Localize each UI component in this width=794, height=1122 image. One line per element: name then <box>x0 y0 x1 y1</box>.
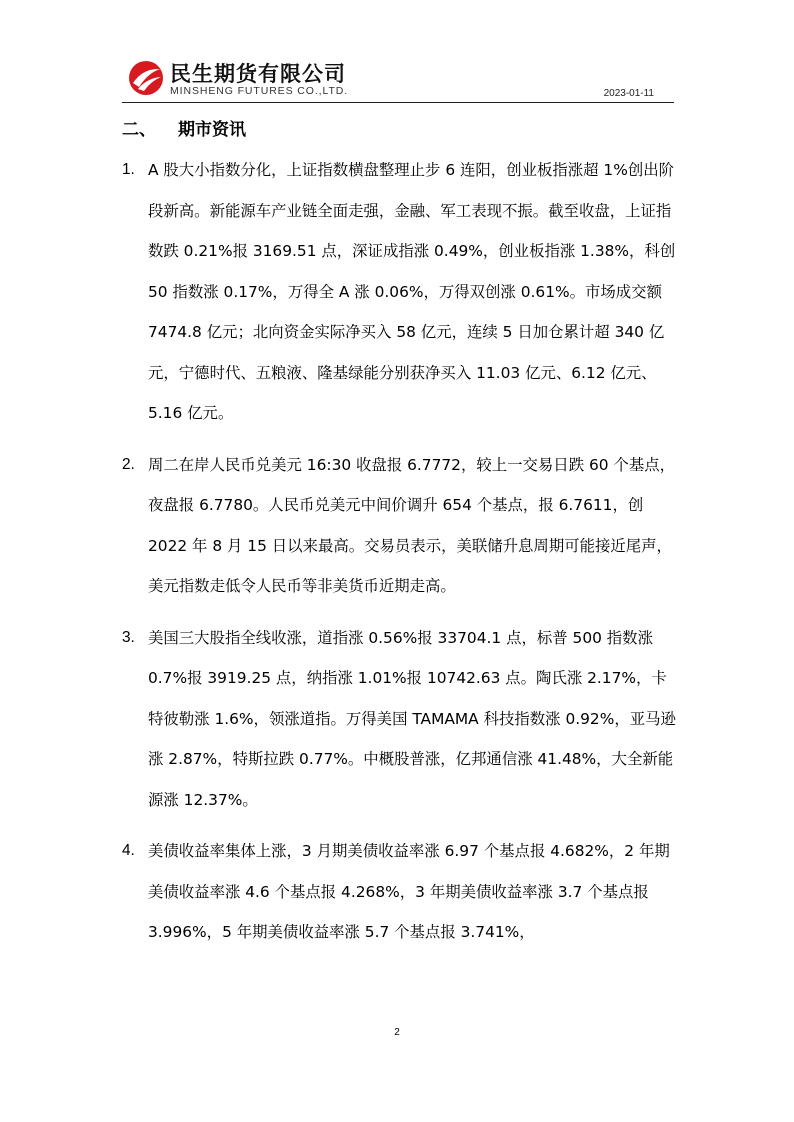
minsheng-logo-icon <box>126 58 166 98</box>
news-item-number: 4. <box>122 842 135 859</box>
page-number: 2 <box>394 1027 400 1038</box>
company-name-cn: 民生期货有限公司 <box>170 62 346 86</box>
section-heading <box>122 115 246 140</box>
news-item-text: 周二在岸人民币兑美元 16:30 收盘报 6.7772，较上一交易日跌 60 个基点，夜盘报 6.7780。人民币兑美元中间价调升 654 个基点，报 6.7611，创 2022 年 8 月 15 日以来最高。交易员表示，美联储升息周期可能接近尾声，美元指数走低令人民币等非美货币近期走高。 <box>148 455 676 595</box>
news-item-text: 美债收益率集体上涨，3 月期美债收益率涨 6.97 个基点报 4.682%，2 年期美债收益率涨 4.6 个基点报 4.268%，3 年期美债收益率涨 3.7 个基点报 3.996%，5 年期美债收益率涨 5.7 个基点报 3.741%， <box>148 842 670 941</box>
news-item <box>122 150 682 434</box>
news-item-number: 1. <box>122 161 135 178</box>
news-item-number: 2. <box>122 455 135 473</box>
news-item-number: 3. <box>122 628 135 646</box>
news-item <box>122 831 682 953</box>
news-item <box>122 445 682 607</box>
section-title-text: 期市资讯 <box>178 120 246 140</box>
news-item-text: 美国三大股指全线收涨，道指涨 0.56%报 33704.1 点，标普 500 指数涨 0.7%报 3919.25 点，纳指涨 1.01%报 10742.63 点。陶氏涨 2.17%，卡特彼勒涨 1.6%，领涨道指。万得美国 TAMAMA 科技指数涨 0.92%，亚马逊涨 2.87%，特斯拉跌 0.77%。中概股普涨，亿邦通信涨 41.48%，大全新能源涨 12.37%。 <box>148 628 676 809</box>
section-number: 二、 <box>122 120 156 140</box>
news-item-text: A 股大小指数分化，上证指数横盘整理止步 6 连阳，创业板指涨超 1%创出阶段新高。新能源车产业链全面走强，金融、军工表现不振。截至收盘，上证指数跌 0.21%报 3169.51 点，深证成指涨 0.49%，创业板指涨 1.38%，科创 50 指数涨 0.17%，万得全 A 涨 0.06%，万得双创涨 0.61%。市场成交额 7474.8 亿元；北向资金实际净买入 58 亿元，连续 5 日加仓累计超 340 亿元，宁德时代、五粮液、隆基绿能分别获净买入 11.03 亿元、6.12 亿元、5.16 亿元。 <box>148 161 676 422</box>
report-date: 2023-01-11 <box>603 88 654 99</box>
page-header <box>122 52 674 104</box>
header-divider <box>122 102 674 103</box>
company-name-en: MINSHENG FUTURES CO.,LTD. <box>170 85 349 97</box>
news-item <box>122 618 682 821</box>
news-list <box>122 150 682 964</box>
